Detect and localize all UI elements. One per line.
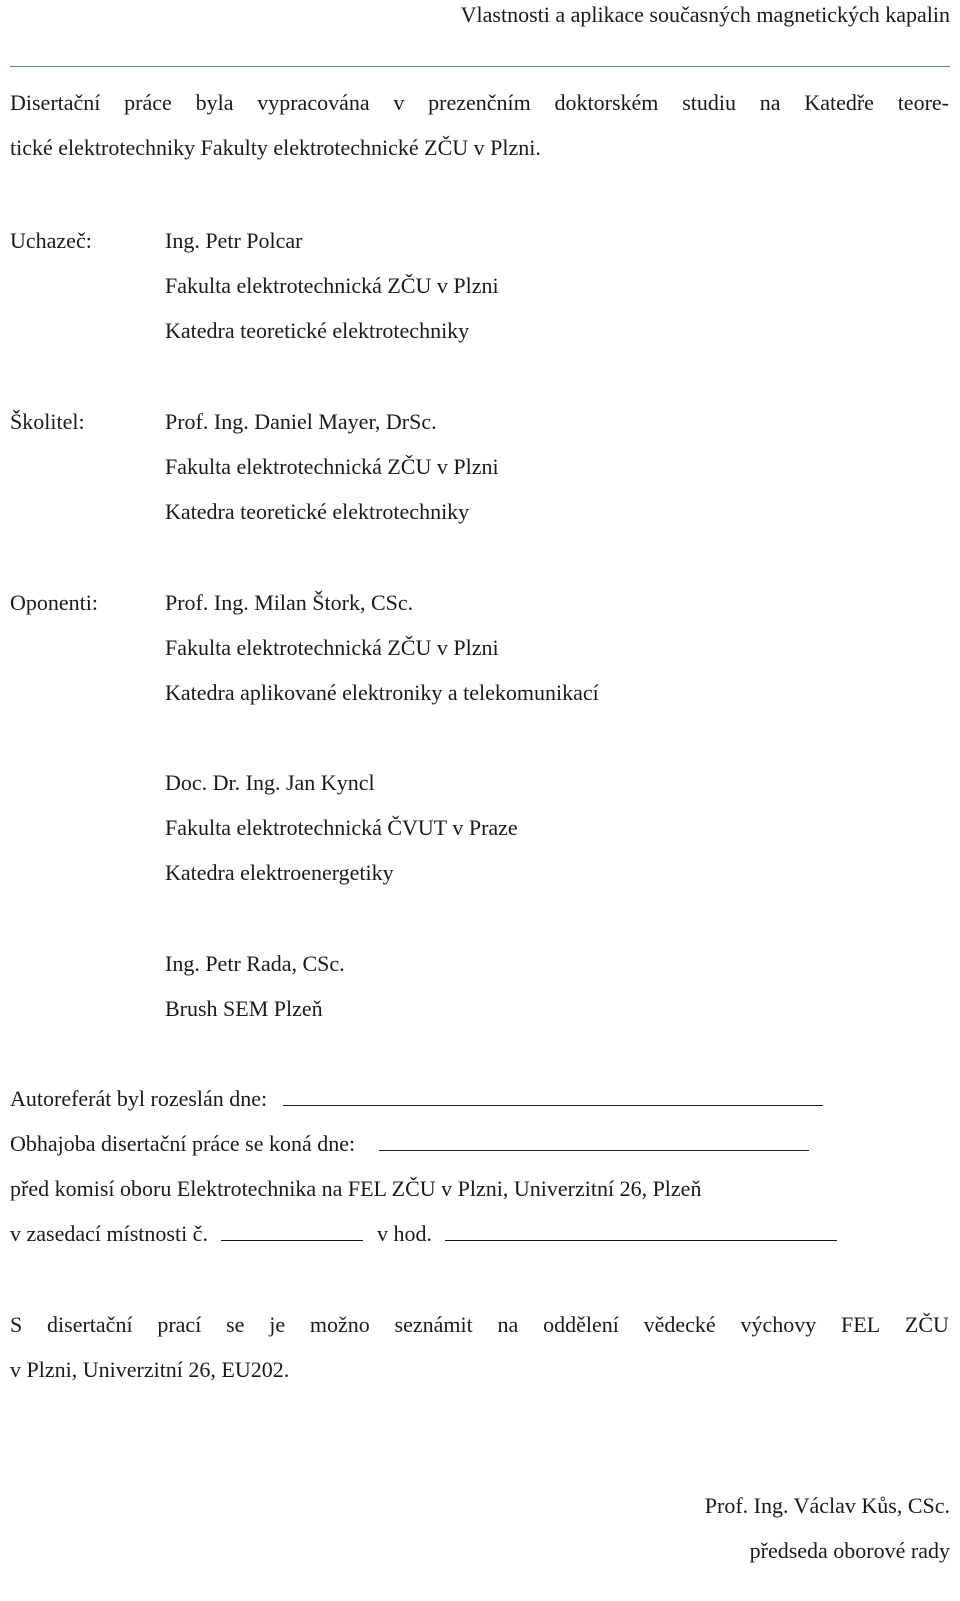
notice-word: na bbox=[497, 1312, 519, 1337]
opponent-faculty: Brush SEM Plzeň bbox=[165, 996, 323, 1021]
opponent-department: Katedra aplikované elektroniky a telekomunikací bbox=[165, 680, 599, 705]
intro-line-2: tické elektrotechniky Fakulty elektrotechnické ZČU v Plzni. bbox=[10, 135, 541, 160]
notice-word: FEL bbox=[841, 1312, 881, 1337]
header-rule bbox=[10, 66, 950, 67]
notice-word: vědecké bbox=[643, 1312, 716, 1337]
notice-line-2: v Plzni, Univerzitní 26, EU202. bbox=[10, 1357, 290, 1382]
notice-word: oddělení bbox=[543, 1312, 619, 1337]
supervisor-label: Školitel: bbox=[10, 409, 85, 434]
hour-blank bbox=[445, 1212, 837, 1241]
intro-line-1: Disertační práce byla vypracována v prezenčním doktorském studiu na Katedře teore- bbox=[10, 90, 949, 115]
defense-date-label: Obhajoba disertační práce se koná dne: bbox=[10, 1131, 356, 1156]
notice-word: se bbox=[226, 1312, 245, 1337]
signature-name: Prof. Ing. Václav Kůs, CSc. bbox=[704, 1493, 950, 1518]
running-title: Vlastnosti a aplikace současných magnetických kapalin bbox=[460, 2, 950, 27]
supervisor-faculty: Fakulta elektrotechnická ZČU v Plzni bbox=[165, 454, 499, 479]
candidate-block bbox=[165, 218, 499, 353]
candidate-name: Ing. Petr Polcar bbox=[165, 228, 303, 253]
supervisor-department: Katedra teoretické elektrotechniky bbox=[165, 499, 470, 524]
hour-label: v hod. bbox=[376, 1221, 432, 1246]
notice-word: je bbox=[269, 1312, 286, 1337]
opponent-name: Ing. Petr Rada, CSc. bbox=[165, 951, 345, 976]
opponents-label: Oponenti: bbox=[10, 590, 98, 615]
sent-date-label: Autoreferát byl rozeslán dne: bbox=[10, 1086, 268, 1111]
sent-date-line bbox=[10, 1076, 823, 1121]
opponent-block-2 bbox=[165, 760, 518, 895]
opponent-name: Prof. Ing. Milan Štork, CSc. bbox=[165, 590, 414, 615]
opponent-block-3 bbox=[165, 941, 345, 1031]
room-line bbox=[10, 1211, 837, 1256]
notice-word: možno bbox=[309, 1312, 370, 1337]
notice-paragraph bbox=[10, 1302, 949, 1392]
opponent-department: Katedra elektroenergetiky bbox=[165, 860, 394, 885]
candidate-faculty: Fakulta elektrotechnická ZČU v Plzni bbox=[165, 273, 499, 298]
defense-date-blank bbox=[379, 1122, 809, 1151]
notice-line-1 bbox=[10, 1302, 949, 1347]
opponent-faculty: Fakulta elektrotechnická ZČU v Plzni bbox=[165, 635, 499, 660]
notice-word: prací bbox=[157, 1312, 202, 1337]
committee-line: před komisí oboru Elektrotechnika na FEL ZČU v Plzni, Univerzitní 26, Plzeň bbox=[10, 1176, 702, 1201]
opponent-block-1 bbox=[165, 580, 599, 715]
notice-word: S bbox=[10, 1312, 23, 1337]
signature-role: předseda oborové rady bbox=[749, 1538, 950, 1563]
sent-date-blank bbox=[283, 1077, 823, 1106]
supervisor-block bbox=[165, 399, 499, 534]
notice-word: výchovy bbox=[740, 1312, 817, 1337]
candidate-label: Uchazeč: bbox=[10, 228, 92, 253]
notice-word: ZČU bbox=[904, 1312, 949, 1337]
signature-block bbox=[705, 1483, 950, 1573]
page-header bbox=[10, 0, 950, 66]
supervisor-name: Prof. Ing. Daniel Mayer, DrSc. bbox=[165, 409, 437, 434]
defense-date-line bbox=[10, 1121, 809, 1166]
notice-word: seznámit bbox=[394, 1312, 473, 1337]
room-blank bbox=[221, 1212, 363, 1241]
room-label: v zasedací místnosti č. bbox=[10, 1221, 208, 1246]
opponent-name: Doc. Dr. Ing. Jan Kyncl bbox=[165, 770, 375, 795]
candidate-department: Katedra teoretické elektrotechniky bbox=[165, 318, 470, 343]
intro-paragraph bbox=[10, 80, 949, 170]
opponent-faculty: Fakulta elektrotechnická ČVUT v Praze bbox=[165, 815, 518, 840]
notice-word: disertační bbox=[47, 1312, 133, 1337]
